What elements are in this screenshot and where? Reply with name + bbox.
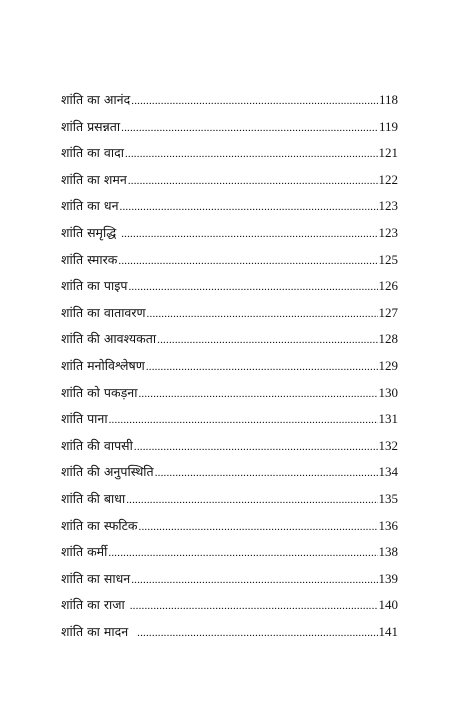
dot-leader bbox=[108, 540, 377, 567]
toc-entry-title: शांति प्रसन्नता bbox=[61, 118, 121, 134]
dot-leader bbox=[131, 88, 378, 115]
dot-leader bbox=[146, 354, 378, 381]
toc-entry-title: शांति का पाइप bbox=[61, 278, 128, 294]
toc-entry bbox=[61, 87, 398, 114]
dot-leader bbox=[157, 327, 377, 354]
toc-entry bbox=[61, 380, 398, 407]
toc-entry-title: शांति समृद्धि bbox=[61, 224, 121, 240]
toc-entry-title: शांति की अनुपस्थिति bbox=[61, 464, 154, 480]
dot-leader bbox=[121, 221, 377, 248]
toc-entry-page-number: 125 bbox=[378, 251, 398, 267]
toc-entry bbox=[61, 433, 398, 460]
toc-entry-title: शांति का स्फटिक bbox=[61, 517, 138, 533]
dot-leader bbox=[155, 460, 378, 487]
toc-entry-title: शांति का धन bbox=[61, 198, 119, 214]
toc-entry bbox=[61, 539, 398, 566]
toc-entry-page-number: 118 bbox=[378, 92, 398, 107]
toc-entry-page-number: 136 bbox=[378, 517, 398, 533]
dot-leader bbox=[130, 593, 378, 620]
toc-entry-page-number: 134 bbox=[378, 464, 398, 480]
toc-entry bbox=[61, 220, 398, 247]
dot-leader bbox=[118, 248, 377, 275]
toc-entry-page-number: 132 bbox=[378, 437, 398, 453]
toc-entry-title: शांति की वापसी bbox=[61, 437, 133, 453]
toc-entry-title: शांति का मादन bbox=[61, 623, 137, 639]
toc-entry bbox=[61, 513, 398, 540]
toc-entry bbox=[61, 273, 398, 300]
toc-entry bbox=[61, 114, 398, 141]
dot-leader bbox=[125, 141, 378, 168]
toc-entry-title: शांति पाना bbox=[61, 411, 108, 427]
toc-entry bbox=[61, 486, 398, 513]
toc-entry bbox=[61, 300, 398, 327]
toc-entry-title: शांति का राजा bbox=[61, 597, 129, 613]
toc-entry bbox=[61, 247, 398, 274]
toc-entry-title: शांति स्मारक bbox=[61, 251, 118, 267]
toc-entry-page-number: 122 bbox=[378, 171, 398, 187]
dot-leader bbox=[109, 407, 378, 434]
toc-entry-page-number: 138 bbox=[378, 544, 398, 560]
toc-entry-page-number: 140 bbox=[378, 597, 398, 613]
dot-leader bbox=[134, 434, 378, 461]
dot-leader bbox=[139, 514, 378, 541]
toc-entry bbox=[61, 140, 398, 167]
dot-leader bbox=[147, 301, 378, 328]
dot-leader bbox=[120, 194, 378, 221]
toc-entry bbox=[61, 326, 398, 353]
toc-entry bbox=[61, 459, 398, 486]
toc-entry bbox=[61, 566, 398, 593]
toc-entry-page-number: 127 bbox=[378, 304, 398, 320]
toc-entry-page-number: 121 bbox=[378, 145, 398, 161]
dot-leader bbox=[126, 487, 377, 514]
toc-entry-page-number: 139 bbox=[378, 570, 398, 586]
toc-entry-page-number: 128 bbox=[378, 331, 398, 347]
toc-entry-title: शांति का वातावरण bbox=[61, 304, 146, 320]
dot-leader bbox=[121, 115, 378, 142]
table-of-contents bbox=[61, 87, 398, 645]
toc-entry-page-number: 130 bbox=[378, 384, 398, 400]
toc-entry-page-number: 119 bbox=[378, 118, 398, 134]
dot-leader bbox=[131, 567, 377, 594]
toc-entry-title: शांति का शमन bbox=[61, 171, 127, 187]
toc-entry bbox=[61, 167, 398, 194]
dot-leader bbox=[128, 168, 378, 195]
dot-leader bbox=[137, 620, 377, 647]
dot-leader bbox=[128, 274, 377, 301]
toc-entry-page-number: 123 bbox=[378, 198, 398, 214]
toc-entry-title: शांति की बाधा bbox=[61, 490, 126, 506]
toc-entry-title: शांति का साधन bbox=[61, 570, 131, 586]
toc-entry-title: शांति की आवश्यकता bbox=[61, 331, 157, 347]
toc-entry-page-number: 131 bbox=[378, 411, 398, 427]
toc-entry-title: शांति मनोविश्लेषण bbox=[61, 357, 145, 373]
toc-entry bbox=[61, 619, 398, 646]
toc-entry-page-number: 135 bbox=[378, 490, 398, 506]
toc-entry-page-number: 126 bbox=[378, 278, 398, 294]
toc-entry bbox=[61, 406, 398, 433]
toc-entry-title: शांति कर्मी bbox=[61, 544, 108, 560]
toc-entry-page-number: 123 bbox=[378, 224, 398, 240]
toc-entry-title: शांति का वादा bbox=[61, 145, 124, 161]
toc-entry-title: शांति को पकड़ना bbox=[61, 384, 138, 400]
toc-entry-page-number: 129 bbox=[378, 357, 398, 373]
toc-entry bbox=[61, 353, 398, 380]
toc-entry bbox=[61, 592, 398, 619]
toc-entry-page-number: 141 bbox=[378, 623, 398, 639]
dot-leader bbox=[138, 381, 377, 408]
toc-entry bbox=[61, 193, 398, 220]
toc-entry-title: शांति का आनंद bbox=[61, 92, 131, 107]
